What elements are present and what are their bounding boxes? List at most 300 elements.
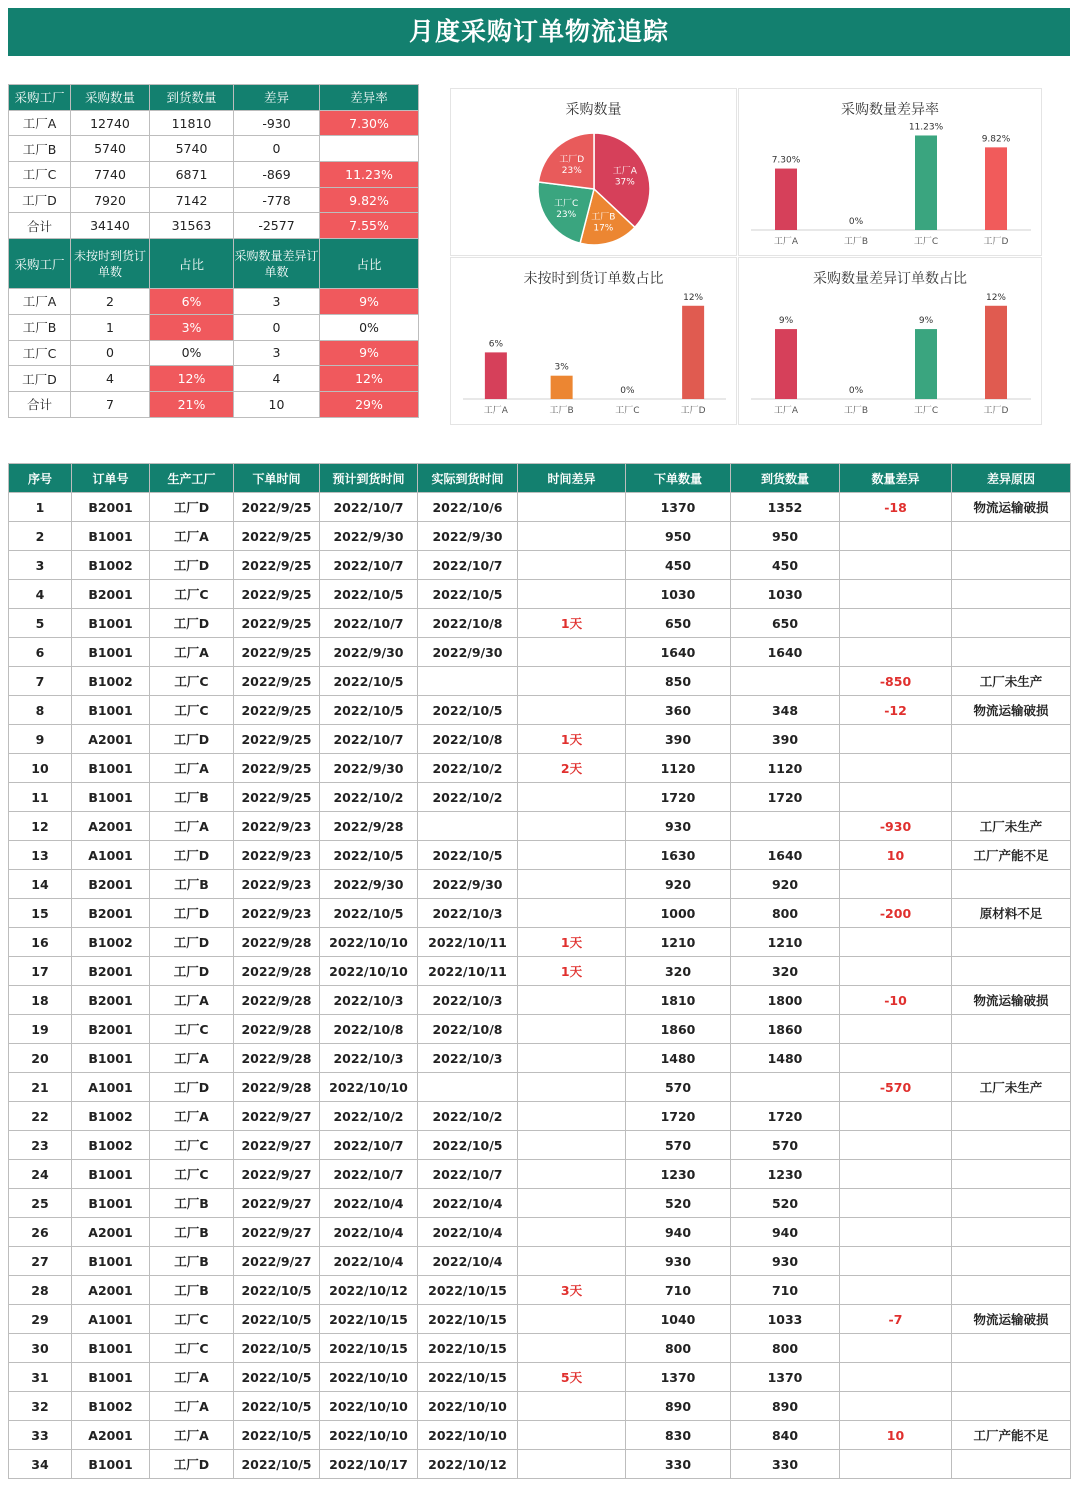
order-order-no-cell: A1001 — [72, 1305, 150, 1334]
order-seq-cell: 22 — [9, 1102, 72, 1131]
order-expected-date-cell: 2022/10/10 — [320, 928, 418, 957]
table-row — [9, 1189, 1071, 1218]
order-order-no-cell: B1001 — [72, 1044, 150, 1073]
order-arrival-qty-cell: 1120 — [731, 754, 840, 783]
order-order-no-cell: B1001 — [72, 1247, 150, 1276]
order-time-diff-cell — [518, 899, 626, 928]
orders-header-cell: 实际到货时间 — [418, 464, 518, 493]
order-seq-cell: 6 — [9, 638, 72, 667]
order-diff-reason-cell: 物流运输破损 — [952, 1305, 1071, 1334]
order-expected-date-cell: 2022/10/3 — [320, 1044, 418, 1073]
order-expected-date-cell: 2022/10/15 — [320, 1334, 418, 1363]
order-qty-diff-cell: -10 — [840, 986, 952, 1015]
bar-data-label: 6% — [488, 339, 504, 350]
order-seq-cell: 3 — [9, 551, 72, 580]
order-actual-date-cell: 2022/10/2 — [418, 754, 518, 783]
order-expected-date-cell: 2022/10/5 — [320, 580, 418, 609]
order-expected-date-cell: 2022/10/2 — [320, 783, 418, 812]
summary2-late-pct-cell: 21% — [150, 391, 234, 417]
order-diff-reason-cell — [952, 1160, 1071, 1189]
order-order-date-cell: 2022/9/25 — [234, 580, 320, 609]
orders-header-cell: 生产工厂 — [150, 464, 234, 493]
summary-purchase-cell: 34140 — [71, 213, 150, 239]
order-qty-diff-cell — [840, 1218, 952, 1247]
order-order-date-cell: 2022/9/25 — [234, 522, 320, 551]
summary-row — [9, 162, 419, 188]
order-factory-cell: 工厂C — [150, 1015, 234, 1044]
summary2-late-pct-cell: 0% — [150, 340, 234, 366]
table-row — [9, 1218, 1071, 1247]
table-row — [9, 667, 1071, 696]
order-actual-date-cell: 2022/10/11 — [418, 928, 518, 957]
summary2-diff-pct-cell: 0% — [320, 314, 419, 340]
order-actual-date-cell: 2022/10/4 — [418, 1247, 518, 1276]
order-time-diff-cell — [518, 1450, 626, 1479]
pie-slice-label: 23% — [561, 165, 582, 176]
table-row — [9, 754, 1071, 783]
order-expected-date-cell: 2022/10/10 — [320, 957, 418, 986]
table-row — [9, 928, 1071, 957]
order-diff-reason-cell — [952, 783, 1071, 812]
bar — [915, 329, 937, 399]
order-expected-date-cell: 2022/10/7 — [320, 1131, 418, 1160]
order-seq-cell: 26 — [9, 1218, 72, 1247]
order-actual-date-cell: 2022/10/4 — [418, 1218, 518, 1247]
order-factory-cell: 工厂A — [150, 1102, 234, 1131]
summary2-header: 占比 — [150, 239, 234, 289]
order-time-diff-cell — [518, 1160, 626, 1189]
order-actual-date-cell: 2022/10/8 — [418, 609, 518, 638]
summary-purchase-cell: 7740 — [71, 162, 150, 188]
order-order-date-cell: 2022/9/27 — [234, 1102, 320, 1131]
pie-slice-category: 工厂C — [554, 198, 579, 209]
summary-arrival-cell: 6871 — [150, 162, 234, 188]
summary2-late-pct-cell: 6% — [150, 289, 234, 315]
order-actual-date-cell: 2022/10/8 — [418, 725, 518, 754]
order-diff-reason-cell — [952, 638, 1071, 667]
order-expected-date-cell: 2022/10/7 — [320, 493, 418, 522]
table-row — [9, 1015, 1071, 1044]
order-seq-cell: 4 — [9, 580, 72, 609]
order-diff-reason-cell — [952, 1247, 1071, 1276]
order-factory-cell: 工厂D — [150, 899, 234, 928]
order-factory-cell: 工厂A — [150, 522, 234, 551]
order-expected-date-cell: 2022/9/30 — [320, 870, 418, 899]
table-row — [9, 1305, 1071, 1334]
summary2-header: 采购工厂 — [9, 239, 71, 289]
order-actual-date-cell: 2022/10/15 — [418, 1363, 518, 1392]
order-diff-reason-cell: 原材料不足 — [952, 899, 1071, 928]
order-time-diff-cell — [518, 1218, 626, 1247]
order-factory-cell: 工厂D — [150, 1450, 234, 1479]
order-time-diff-cell — [518, 1334, 626, 1363]
order-order-no-cell: B1001 — [72, 638, 150, 667]
order-order-qty-cell: 520 — [626, 1189, 731, 1218]
order-order-date-cell: 2022/9/28 — [234, 957, 320, 986]
bar — [682, 306, 704, 399]
pie-slice-label: 23% — [556, 209, 577, 220]
order-arrival-qty-cell: 650 — [731, 609, 840, 638]
order-seq-cell: 28 — [9, 1276, 72, 1305]
order-diff-reason-cell — [952, 1015, 1071, 1044]
order-order-no-cell: B2001 — [72, 899, 150, 928]
order-qty-diff-cell — [840, 1102, 952, 1131]
bar-data-label: 9% — [778, 316, 794, 327]
summary2-header: 占比 — [320, 239, 419, 289]
order-order-date-cell: 2022/9/27 — [234, 1160, 320, 1189]
bar-chart-panel-1 — [738, 88, 1042, 256]
summary2-late-cell: 4 — [71, 366, 150, 392]
order-qty-diff-cell — [840, 1044, 952, 1073]
order-actual-date-cell: 2022/9/30 — [418, 638, 518, 667]
summary2-diff-count-cell: 10 — [234, 391, 320, 417]
order-factory-cell: 工厂A — [150, 1044, 234, 1073]
order-order-no-cell: B2001 — [72, 493, 150, 522]
order-order-date-cell: 2022/10/5 — [234, 1363, 320, 1392]
order-seq-cell: 18 — [9, 986, 72, 1015]
order-actual-date-cell: 2022/10/7 — [418, 551, 518, 580]
order-order-qty-cell: 1810 — [626, 986, 731, 1015]
summary-purchase-cell: 7920 — [71, 187, 150, 213]
order-arrival-qty-cell: 940 — [731, 1218, 840, 1247]
bar-chart — [451, 258, 738, 426]
order-time-diff-cell — [518, 1102, 626, 1131]
order-factory-cell: 工厂D — [150, 1073, 234, 1102]
summary-header: 采购数量 — [71, 85, 150, 111]
order-order-qty-cell: 950 — [626, 522, 731, 551]
bar-data-label: 9% — [918, 316, 934, 327]
order-actual-date-cell: 2022/10/12 — [418, 1450, 518, 1479]
summary-row — [9, 213, 419, 239]
order-diff-reason-cell: 工厂未生产 — [952, 1073, 1071, 1102]
order-expected-date-cell: 2022/10/7 — [320, 551, 418, 580]
order-qty-diff-cell: -570 — [840, 1073, 952, 1102]
order-factory-cell: 工厂B — [150, 870, 234, 899]
order-order-date-cell: 2022/10/5 — [234, 1334, 320, 1363]
summary2-diff-count-cell: 4 — [234, 366, 320, 392]
order-expected-date-cell: 2022/10/3 — [320, 986, 418, 1015]
table-row — [9, 493, 1071, 522]
summary-rate-cell: 7.55% — [320, 213, 419, 239]
order-time-diff-cell: 3天 — [518, 1276, 626, 1305]
order-order-no-cell: B2001 — [72, 870, 150, 899]
table-row — [9, 1276, 1071, 1305]
table-row — [9, 609, 1071, 638]
summary-rate-cell — [320, 136, 419, 162]
order-order-no-cell: B2001 — [72, 986, 150, 1015]
order-actual-date-cell: 2022/10/5 — [418, 580, 518, 609]
summary-header: 采购工厂 — [9, 85, 71, 111]
pie-slice-category: 工厂B — [591, 212, 616, 223]
summary2-late-pct-cell: 12% — [150, 366, 234, 392]
table-row — [9, 1073, 1071, 1102]
order-seq-cell: 23 — [9, 1131, 72, 1160]
order-order-no-cell: B2001 — [72, 1015, 150, 1044]
order-order-qty-cell: 1630 — [626, 841, 731, 870]
order-order-no-cell: B1001 — [72, 1334, 150, 1363]
order-order-date-cell: 2022/9/25 — [234, 667, 320, 696]
chart-title: 未按时到货订单数占比 — [523, 271, 664, 287]
order-seq-cell: 19 — [9, 1015, 72, 1044]
bar-data-label: 0% — [620, 386, 635, 396]
order-arrival-qty-cell — [731, 1073, 840, 1102]
table-row — [9, 812, 1071, 841]
order-order-qty-cell: 1370 — [626, 1363, 731, 1392]
order-arrival-qty-cell: 1860 — [731, 1015, 840, 1044]
order-actual-date-cell — [418, 1073, 518, 1102]
x-tick-label: 工厂D — [680, 406, 706, 416]
order-factory-cell: 工厂A — [150, 754, 234, 783]
order-diff-reason-cell — [952, 522, 1071, 551]
summary-diff-cell: -2577 — [234, 213, 320, 239]
table-row — [9, 957, 1071, 986]
bar — [915, 135, 937, 230]
table-row — [9, 1160, 1071, 1189]
orders-header-cell: 时间差异 — [518, 464, 626, 493]
order-arrival-qty-cell: 1480 — [731, 1044, 840, 1073]
table-row — [9, 1102, 1071, 1131]
summary-purchase-cell: 5740 — [71, 136, 150, 162]
order-time-diff-cell: 1天 — [518, 928, 626, 957]
summary2-diff-pct-cell: 9% — [320, 340, 419, 366]
order-order-qty-cell: 1000 — [626, 899, 731, 928]
order-diff-reason-cell — [952, 1189, 1071, 1218]
summary-header: 差异率 — [320, 85, 419, 111]
order-factory-cell: 工厂D — [150, 957, 234, 986]
order-time-diff-cell: 2天 — [518, 754, 626, 783]
order-qty-diff-cell: -18 — [840, 493, 952, 522]
order-order-qty-cell: 320 — [626, 957, 731, 986]
order-time-diff-cell — [518, 696, 626, 725]
order-order-qty-cell: 360 — [626, 696, 731, 725]
order-qty-diff-cell — [840, 551, 952, 580]
order-seq-cell: 12 — [9, 812, 72, 841]
order-seq-cell: 33 — [9, 1421, 72, 1450]
summary-header: 差异 — [234, 85, 320, 111]
order-qty-diff-cell — [840, 928, 952, 957]
order-time-diff-cell — [518, 551, 626, 580]
order-order-qty-cell: 1720 — [626, 1102, 731, 1131]
order-arrival-qty-cell — [731, 812, 840, 841]
order-order-qty-cell: 1370 — [626, 493, 731, 522]
x-tick-label: 工厂C — [913, 406, 939, 416]
order-order-no-cell: B1001 — [72, 609, 150, 638]
order-time-diff-cell — [518, 1189, 626, 1218]
order-expected-date-cell: 2022/10/5 — [320, 667, 418, 696]
order-order-date-cell: 2022/9/25 — [234, 783, 320, 812]
order-actual-date-cell: 2022/10/10 — [418, 1392, 518, 1421]
order-qty-diff-cell — [840, 522, 952, 551]
order-order-qty-cell: 1480 — [626, 1044, 731, 1073]
order-arrival-qty-cell: 330 — [731, 1450, 840, 1479]
order-actual-date-cell: 2022/9/30 — [418, 522, 518, 551]
order-seq-cell: 16 — [9, 928, 72, 957]
bar-data-label: 11.23% — [908, 122, 944, 133]
order-arrival-qty-cell: 570 — [731, 1131, 840, 1160]
chart-title: 采购数量 — [565, 102, 622, 118]
order-order-date-cell: 2022/9/28 — [234, 986, 320, 1015]
order-diff-reason-cell — [952, 1363, 1071, 1392]
order-factory-cell: 工厂C — [150, 696, 234, 725]
order-order-qty-cell: 1860 — [626, 1015, 731, 1044]
x-tick-label: 工厂A — [483, 406, 508, 416]
order-qty-diff-cell: -7 — [840, 1305, 952, 1334]
pie-slice-category: 工厂D — [559, 154, 585, 165]
x-tick-label: 工厂C — [913, 237, 939, 247]
order-arrival-qty-cell: 1640 — [731, 638, 840, 667]
order-seq-cell: 15 — [9, 899, 72, 928]
table-row — [9, 1247, 1071, 1276]
order-seq-cell: 31 — [9, 1363, 72, 1392]
order-order-date-cell: 2022/9/23 — [234, 870, 320, 899]
orders-header-cell: 数量差异 — [840, 464, 952, 493]
order-expected-date-cell: 2022/9/28 — [320, 812, 418, 841]
summary2-diff-pct-cell: 12% — [320, 366, 419, 392]
order-qty-diff-cell — [840, 754, 952, 783]
order-order-no-cell: A2001 — [72, 725, 150, 754]
order-arrival-qty-cell: 1230 — [731, 1160, 840, 1189]
order-actual-date-cell: 2022/10/15 — [418, 1276, 518, 1305]
order-expected-date-cell: 2022/10/2 — [320, 1102, 418, 1131]
order-qty-diff-cell: 10 — [840, 841, 952, 870]
order-actual-date-cell: 2022/10/11 — [418, 957, 518, 986]
order-order-date-cell: 2022/9/28 — [234, 928, 320, 957]
order-factory-cell: 工厂A — [150, 1363, 234, 1392]
order-time-diff-cell — [518, 1015, 626, 1044]
summary-factory-cell: 工厂B — [9, 136, 71, 162]
order-arrival-qty-cell: 920 — [731, 870, 840, 899]
order-arrival-qty-cell: 1030 — [731, 580, 840, 609]
order-order-no-cell: B1001 — [72, 1189, 150, 1218]
order-order-qty-cell: 570 — [626, 1073, 731, 1102]
summary-factory-cell: 工厂D — [9, 187, 71, 213]
order-diff-reason-cell — [952, 870, 1071, 899]
order-order-qty-cell: 890 — [626, 1392, 731, 1421]
summary-header-row — [9, 85, 419, 111]
orders-header-cell: 下单时间 — [234, 464, 320, 493]
table-row — [9, 1450, 1071, 1479]
order-factory-cell: 工厂C — [150, 1334, 234, 1363]
summary2-row — [9, 314, 419, 340]
summary-diff-cell: -869 — [234, 162, 320, 188]
order-order-no-cell: A2001 — [72, 812, 150, 841]
order-qty-diff-cell — [840, 1160, 952, 1189]
pie-slice-category: 工厂A — [612, 166, 637, 177]
table-row — [9, 1392, 1071, 1421]
order-diff-reason-cell — [952, 1218, 1071, 1247]
order-diff-reason-cell — [952, 957, 1071, 986]
order-diff-reason-cell — [952, 754, 1071, 783]
order-expected-date-cell: 2022/9/30 — [320, 522, 418, 551]
order-arrival-qty-cell: 800 — [731, 899, 840, 928]
order-actual-date-cell: 2022/10/7 — [418, 1160, 518, 1189]
order-seq-cell: 30 — [9, 1334, 72, 1363]
order-order-qty-cell: 930 — [626, 812, 731, 841]
order-time-diff-cell: 1天 — [518, 609, 626, 638]
order-seq-cell: 20 — [9, 1044, 72, 1073]
summary2-row — [9, 366, 419, 392]
order-qty-diff-cell: -850 — [840, 667, 952, 696]
x-tick-label: 工厂A — [773, 406, 799, 416]
order-qty-diff-cell — [840, 1392, 952, 1421]
order-time-diff-cell — [518, 1247, 626, 1276]
summary2-row — [9, 340, 419, 366]
summary-diff-cell: -930 — [234, 110, 320, 136]
order-expected-date-cell: 2022/10/5 — [320, 696, 418, 725]
order-qty-diff-cell — [840, 1363, 952, 1392]
order-order-qty-cell: 1230 — [626, 1160, 731, 1189]
table-row — [9, 1421, 1071, 1450]
order-qty-diff-cell — [840, 1334, 952, 1363]
order-diff-reason-cell — [952, 580, 1071, 609]
order-order-no-cell: B1002 — [72, 1102, 150, 1131]
order-order-no-cell: A2001 — [72, 1421, 150, 1450]
order-order-date-cell: 2022/9/23 — [234, 812, 320, 841]
orders-header-cell: 到货数量 — [731, 464, 840, 493]
order-seq-cell: 8 — [9, 696, 72, 725]
bar-chart-panel-3 — [738, 257, 1042, 425]
order-factory-cell: 工厂B — [150, 783, 234, 812]
order-seq-cell: 2 — [9, 522, 72, 551]
order-diff-reason-cell: 工厂未生产 — [952, 667, 1071, 696]
summary-row — [9, 187, 419, 213]
order-order-qty-cell: 1120 — [626, 754, 731, 783]
orders-header-cell: 预计到货时间 — [320, 464, 418, 493]
summary2-late-pct-cell: 3% — [150, 314, 234, 340]
orders-header-cell: 差异原因 — [952, 464, 1071, 493]
bar — [985, 147, 1007, 230]
order-order-no-cell: A2001 — [72, 1218, 150, 1247]
table-row — [9, 638, 1071, 667]
order-order-qty-cell: 800 — [626, 1334, 731, 1363]
order-qty-diff-cell — [840, 725, 952, 754]
order-expected-date-cell: 2022/10/4 — [320, 1218, 418, 1247]
order-expected-date-cell: 2022/10/7 — [320, 725, 418, 754]
order-factory-cell: 工厂C — [150, 667, 234, 696]
order-time-diff-cell — [518, 638, 626, 667]
order-expected-date-cell: 2022/9/30 — [320, 638, 418, 667]
order-expected-date-cell: 2022/9/30 — [320, 754, 418, 783]
order-diff-reason-cell — [952, 1102, 1071, 1131]
order-factory-cell: 工厂D — [150, 493, 234, 522]
order-order-qty-cell: 1030 — [626, 580, 731, 609]
order-seq-cell: 34 — [9, 1450, 72, 1479]
order-order-no-cell: B1002 — [72, 667, 150, 696]
order-actual-date-cell: 2022/10/15 — [418, 1334, 518, 1363]
order-factory-cell: 工厂D — [150, 551, 234, 580]
order-expected-date-cell: 2022/10/8 — [320, 1015, 418, 1044]
order-order-date-cell: 2022/9/27 — [234, 1131, 320, 1160]
order-qty-diff-cell — [840, 1189, 952, 1218]
order-order-qty-cell: 710 — [626, 1276, 731, 1305]
order-arrival-qty-cell: 1640 — [731, 841, 840, 870]
bar — [775, 329, 797, 399]
order-diff-reason-cell: 物流运输破损 — [952, 696, 1071, 725]
order-time-diff-cell: 5天 — [518, 1363, 626, 1392]
order-factory-cell: 工厂B — [150, 1247, 234, 1276]
summary-factory-cell: 合计 — [9, 213, 71, 239]
table-row — [9, 783, 1071, 812]
order-diff-reason-cell — [952, 1450, 1071, 1479]
summary2-factory-cell: 工厂D — [9, 366, 71, 392]
order-time-diff-cell — [518, 1073, 626, 1102]
order-time-diff-cell — [518, 986, 626, 1015]
order-order-qty-cell: 830 — [626, 1421, 731, 1450]
order-qty-diff-cell: -12 — [840, 696, 952, 725]
bar-data-label: 7.30% — [771, 155, 801, 166]
order-time-diff-cell — [518, 493, 626, 522]
order-actual-date-cell: 2022/10/3 — [418, 899, 518, 928]
